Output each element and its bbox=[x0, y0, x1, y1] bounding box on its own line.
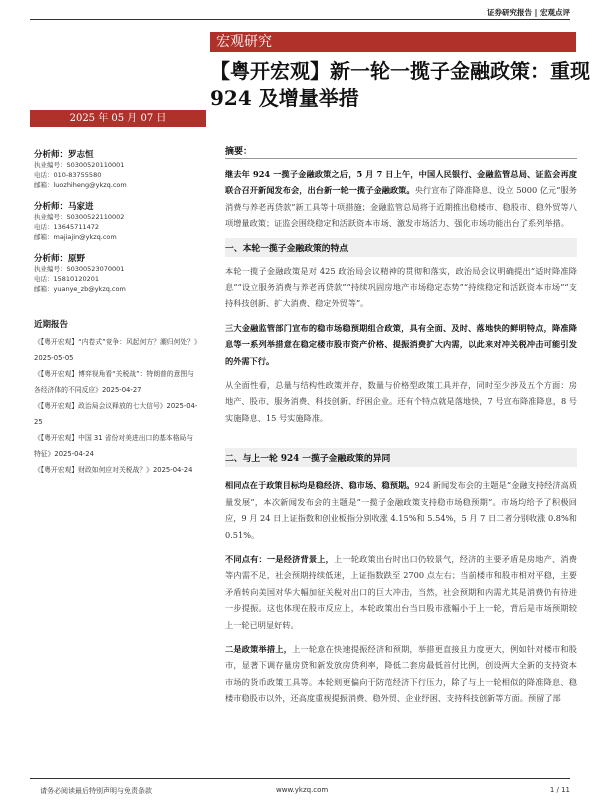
page-number: 1 / 11 bbox=[549, 786, 570, 794]
analyst-name: 分析师：原野 bbox=[34, 254, 86, 264]
key-point-text: 相同点在于政策目标均是稳经济、稳市场、稳预期。 bbox=[225, 480, 415, 491]
report-type-header: 证券研究报告 | 宏观点评 bbox=[487, 8, 570, 17]
analyst-block bbox=[34, 252, 199, 294]
recent-reports-heading: 近期报告 bbox=[34, 320, 69, 330]
section-heading: 二、与上一轮 924 一揽子金融政策的异同 bbox=[225, 448, 577, 467]
section-key-point bbox=[225, 320, 577, 369]
report-title: 【粤开宏观】新一轮一揽子金融政策：重现 924 及增量举措 bbox=[210, 59, 590, 110]
section-paragraph: 从全面性看，总量与结构性政策并存，数量与价格型政策工具并存，同时至少涉及五个方面：房地产、股市、服务消费、科技创新、纾困企业。还有个特点就是落地快，7 号宣布降准降息，8 号实施降息、15 号实施降准。 bbox=[225, 380, 577, 423]
summary-lead: 继去年 924 一揽子金融政策之后，5 月 7 日上午，中国人民银行、金融监管总局、证监会再度联合召开新闻发布会，出台新一轮一揽子金融政策。 bbox=[225, 169, 577, 196]
paragraph-text: 924 新闻发布会的主题是“金融支持经济高质量发展”，本次新闻发布会的主题是“一揽子金融政策支持稳市场稳预期”。市场均给予了积极回应，9 月 24 日上证指数和创业板指分别收涨 4.15%和 5.54%，5 月 7 日二者分别收涨 0.8%和 0.51%。 bbox=[225, 480, 577, 540]
recent-report-link[interactable]: 《【粤开宏观】“内卷式”竞争：风起何方？潮归何处？》2025-05-05 bbox=[34, 338, 198, 362]
section-paragraph bbox=[225, 551, 577, 633]
analyst-name: 分析师：马家进 bbox=[34, 202, 94, 212]
summary-divider bbox=[225, 158, 577, 159]
paragraph-text: 上一轮政策出台时出口仍较景气，经济的主要矛盾是房地产、消费等内需不足，社会预期持续低迷，上证指数跌至 2700 点左右；当前楼市和股市相对平稳，主要矛盾转向美国对华大幅加征关税对出口的巨大冲击，当然，社会预期和内需尤其是消费仍有待进一步提振。这也体现在股市反应上，本轮政策出台当日股市涨幅小于上一轮，背后是市场预期较上一轮已明显好转。 bbox=[225, 553, 577, 630]
paragraph-text: 上一轮意在快速提振经济和预期，举措更直接且力度更大，例如针对楼市和股市，显著下调存量房贷和新发放房贷利率，降低二套房最低首付比例，创设两大全新的支持资本市场的货币政策工具等。本轮则更偏向于防范经济下行压力，除了与上一轮相似的降准降息、稳楼市稳股市以外，还高度重视提振消费、稳外贸、企业纾困、支持科技创新等方面。预留了部 bbox=[225, 643, 577, 704]
recent-reports bbox=[34, 318, 199, 478]
analyst-reg: 执业编号：S0300523070001 bbox=[34, 265, 125, 273]
section-heading: 一、本轮一揽子金融政策的特点 bbox=[225, 238, 577, 257]
analyst-phone: 电话：010-83755580 bbox=[34, 171, 102, 179]
key-point-text: 二是政策举措上， bbox=[225, 643, 293, 654]
analyst-email: 邮箱：majiajin@ykzq.com bbox=[34, 233, 117, 241]
analyst-phone: 电话：13645711472 bbox=[34, 223, 99, 231]
key-point-text: 三大金融监管部门宣布的稳市场稳预期组合政策，具有全面、及时、落地快的鲜明特点，降准降息等一系列举措意在稳定楼市股市资产价格、提振消费扩大内需，以此来对冲关税冲击可能引发的外需下行。 bbox=[225, 322, 577, 366]
analyst-block bbox=[34, 148, 199, 190]
analyst-name: 分析师：罗志恒 bbox=[34, 150, 94, 160]
key-point-text: 不同点有：一是经济背景上， bbox=[225, 553, 335, 564]
section-paragraph bbox=[225, 477, 577, 543]
analyst-block bbox=[34, 200, 199, 242]
summary-heading: 摘要： bbox=[225, 147, 253, 157]
summary-body bbox=[225, 166, 577, 707]
summary-text: 央行宣布了降准降息、设立 5000 亿元“服务消费与养老再贷款”新工具等十项措施；金融监管总局将于近期推出稳楼市、稳股市、稳外贸等八项增量政策；证监会围绕稳定和活跃资本市场、激发市场活力、强化市场功能出台了系列举措。 bbox=[225, 185, 577, 229]
footer-divider bbox=[30, 778, 570, 779]
section-paragraph: 本轮一揽子金融政策是对 425 政治局会议精神的贯彻和落实，政治局会议明确提出“适时降准降息”“设立服务消费与养老再贷款”“持续巩固房地产市场稳定态势”“持续稳定和活跃资本市场”“支持科技创新、扩大消费、稳定外贸等”。 bbox=[225, 265, 577, 309]
report-date: 2025 年 05 月 07 日 bbox=[30, 110, 206, 127]
footer-disclaimer: 请务必阅读最后特别声明与免责条款 bbox=[40, 787, 152, 795]
recent-report-link[interactable]: 《【粤开宏观】财政如何应对关税战？》2025-04-24 bbox=[34, 466, 193, 474]
analyst-email: 邮箱：luozhiheng@ykzq.com bbox=[34, 181, 127, 189]
analyst-reg: 执业编号：S0300520110001 bbox=[34, 161, 125, 169]
analyst-phone: 电话：15810120201 bbox=[34, 275, 99, 283]
analyst-reg: 执业编号：S0300522110002 bbox=[34, 213, 125, 221]
header-divider bbox=[30, 19, 570, 20]
footer-website[interactable]: www.ykzq.com bbox=[276, 786, 329, 794]
category-banner: 宏观研究 bbox=[210, 32, 576, 52]
section-paragraph bbox=[225, 641, 577, 707]
recent-report-link[interactable]: 《【粤开宏观】中国 31 省份对美进出口的基本格局与特征》2025-04-24 bbox=[34, 434, 194, 458]
recent-report-link[interactable]: 《【粤开宏观】博弈视角看“关税战”：特朗普的意图与各经济体的不同反应》2025-04-27 bbox=[34, 370, 194, 394]
summary-paragraph bbox=[225, 166, 577, 232]
analyst-email: 邮箱：yuanye_zb@ykzq.com bbox=[34, 285, 126, 293]
recent-report-link[interactable]: 《【粤开宏观】政治局会议释放的七大信号》2025-04-25 bbox=[34, 402, 198, 426]
